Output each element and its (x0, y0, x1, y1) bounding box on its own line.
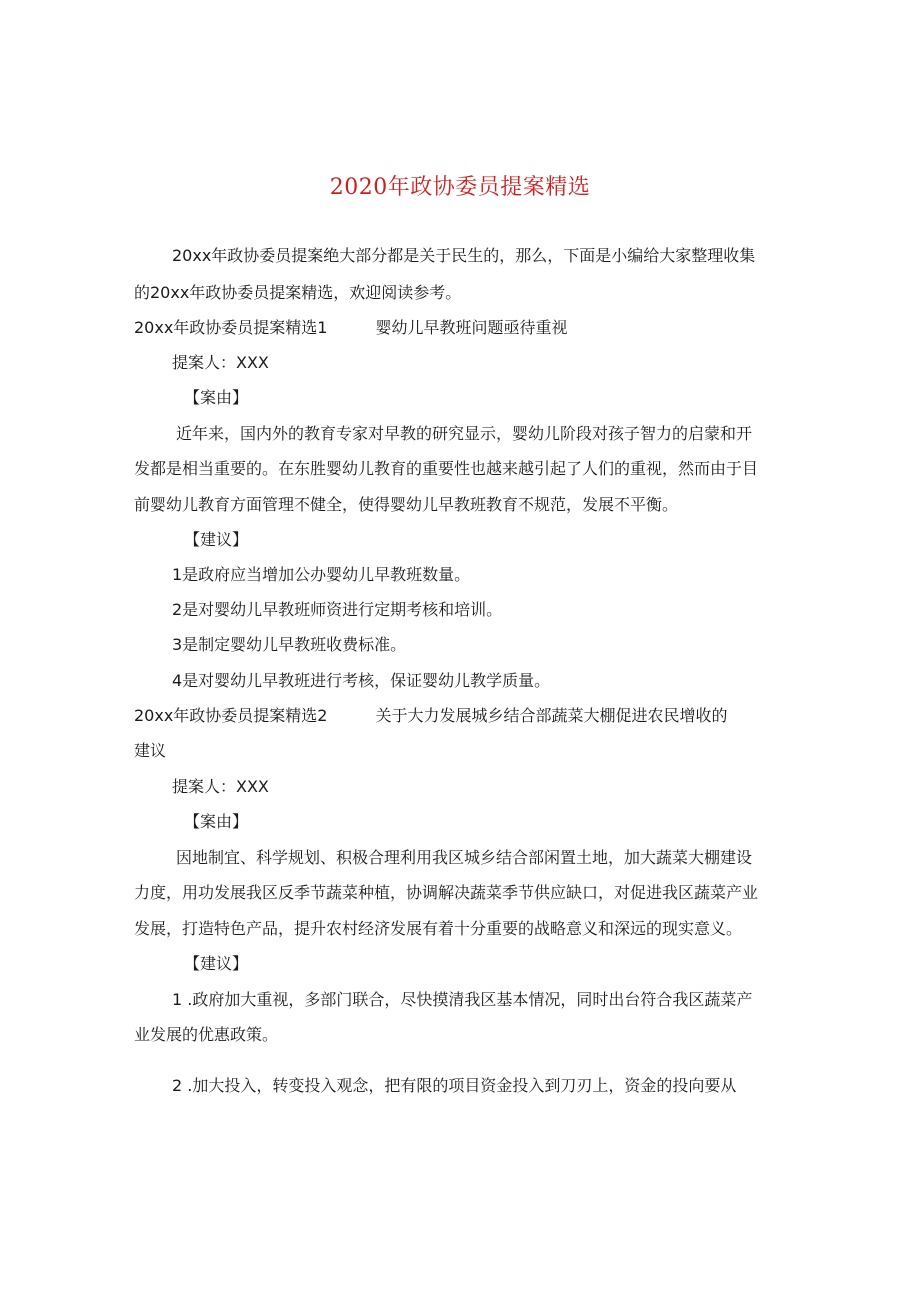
proposal-1-label: 20xx年政协委员提案精选1 (134, 318, 328, 337)
proposal-1-suggestion-1: 1是政府应当增加公办婴幼儿早教班数量。 (172, 565, 471, 584)
proposal-1-suggestion-3: 3是制定婴幼儿早教班收费标准。 (172, 635, 407, 654)
proposal-2-suggestion-1-cont: 业发展的优惠政策。 (134, 1025, 279, 1044)
proposal-2-label: 20xx年政协委员提案精选2 (134, 706, 328, 725)
proposal-1-reason-line-1: 近年来，国内外的教育专家对早教的研究显示，婴幼儿阶段对孩子智力的启蒙和开 (176, 424, 753, 443)
intro-line-2: 的20xx年政协委员提案精选，欢迎阅读参考。 (134, 283, 462, 302)
proposal-1-reason-line-3: 前婴幼儿教育方面管理不健全，使得婴幼儿早教班教育不规范，发展不平衡。 (134, 495, 679, 514)
proposal-1-heading (134, 318, 568, 338)
proposal-2-reason-line-2: 力度，用功发展我区反季节蔬菜种植，协调解决蔬菜季节供应缺口，对促进我区蔬菜产业 (134, 883, 759, 902)
proposal-2-suggestion-label: 【建议】 (184, 954, 249, 973)
proposal-1-reason-label: 【案由】 (184, 388, 249, 407)
proposal-2-heading (134, 706, 728, 726)
proposal-2-proposer: 提案人：XXX (172, 777, 269, 796)
proposal-1-suggestion-label: 【建议】 (184, 530, 249, 549)
proposal-1-suggestion-4: 4是对婴幼儿早教班进行考核，保证婴幼儿教学质量。 (172, 671, 551, 690)
proposal-1-proposer: 提案人：XXX (172, 353, 269, 372)
proposal-2-suggestion-1: 1 .政府加大重视，多部门联合，尽快摸清我区基本情况，同时出台符合我区蔬菜产 (172, 990, 753, 1009)
proposal-1-suggestion-2: 2是对婴幼儿早教班师资进行定期考核和培训。 (172, 600, 503, 619)
proposal-2-topic: 关于大力发展城乡结合部蔬菜大棚促进农民增收的 (375, 706, 728, 725)
proposal-1-reason-line-2: 发都是相当重要的。在东胜婴幼儿教育的重要性也越来越引起了人们的重视，然而由于目 (134, 459, 759, 478)
proposal-2-reason-line-3: 发展，打造特色产品，提升农村经济发展有着十分重要的战略意义和深远的现实意义。 (134, 919, 743, 938)
proposal-2-heading-cont: 建议 (134, 741, 167, 760)
proposal-2-suggestion-2: 2 .加大投入，转变投入观念，把有限的项目资金投入到刀刃上，资金的投向要从 (172, 1076, 737, 1095)
proposal-2-reason-label: 【案由】 (184, 812, 249, 831)
document-title: 2020年政协委员提案精选 (329, 175, 591, 200)
intro-line-1: 20xx年政协委员提案绝大部分都是关于民生的，那么，下面是小编给大家整理收集 (172, 246, 756, 265)
proposal-1-topic: 婴幼儿早教班问题亟待重视 (375, 318, 568, 337)
proposal-2-reason-line-1: 因地制宜、科学规划、积极合理利用我区城乡结合部闲置土地，加大蔬菜大棚建设 (176, 848, 753, 867)
